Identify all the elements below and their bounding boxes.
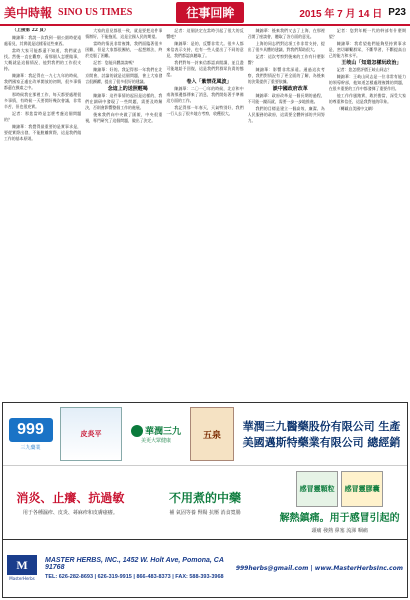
ad-footer (3, 539, 407, 596)
paragraph: 記者：您能具體談談嗎？ (93, 60, 136, 65)
article-column-2 (85, 28, 162, 400)
paragraph: 記者：您怎麼評價王岐山同志？ (336, 67, 392, 72)
product-box: 感冒靈膠囊 (341, 471, 383, 507)
article-body (4, 28, 406, 400)
email-website: 999herbs@gmail.com | www.MasterHerbsInc.com (235, 564, 403, 572)
paragraph: 陳錦華：政府改革是一個長期的過程，不可能一蹴而就，需要一步一步地推進。 (247, 93, 325, 104)
product-box-image-2 (190, 407, 234, 461)
article-column-1 (4, 28, 81, 400)
company-address: MASTER HERBS, INC., 1452 W. Holt Ave, Pomona, CA 91768 (45, 556, 224, 571)
paragraph: 陳錦華：影響非常深遠。通過這次考察，我們對情況有了更全面的了解，為後來的決策提供了重要依據。 (247, 67, 325, 84)
paragraph: 大家的意見都很一致，就是要把這件事情辦好，不能拖延，這是全國人民的期望。 (85, 28, 163, 39)
brand-999-logo: 999 (9, 418, 53, 442)
cr-brand-subtitle: 美更大眾健康 (140, 438, 171, 444)
cr-brand-name: 華潤三九 (144, 427, 181, 437)
paragraph: 陳錦華：是的，反響非常大。很多人都來信表示支持，也有一些人提出了不同的意見，我們都認真聽取了。 (166, 41, 244, 58)
paragraph: 當時的情況非常複雜，我們面臨著很多困難，但是大家都很團結，一起想辦法，終於克服了困難。 (85, 41, 163, 58)
promo-block-3 (272, 465, 407, 539)
source-note: （轉載自美國中文網） (336, 106, 376, 111)
paragraph: 陳錦華：王岐山同志是一位非常有能力的領導幹部，他知道怎樣處理複雜的問題，在很多重要的工作中都發揮了重要作用。 (328, 74, 406, 91)
ad-headline-line-2: 美國邁斯特藥業有限公司 總經銷 (242, 436, 401, 449)
article-column-5 (329, 28, 406, 400)
paragraph: 我們對每一封來信都認真閱讀，並且盡可能地給予回復，這是我們對群眾負責的態度。 (166, 60, 244, 77)
promo-title: 不用煮的中藥 (169, 491, 242, 505)
paragraph: 陳錦華：好的。我記得那一年我們在北京開會，討論的就是這個問題，會上大家發言很踴躍，提出了很多很好的建議。 (85, 67, 163, 84)
promo-description: 用于各種濕疹、皮炎、蕁麻疹和皮膚瘙癢。 (22, 510, 118, 516)
paragraph: 後來我們向中央做了匯報，中央很重視，專門研究了這個問題，做出了決定。 (85, 112, 163, 123)
paragraph: 記者：那您當時是怎麼考慮這個問題的？ (4, 111, 82, 122)
masterherbs-label: MasterHerbs (9, 576, 35, 581)
paragraph: 上海的同志們對這項工作非常支持，提出了很多具體的建議，對我們幫助很大。 (247, 41, 325, 52)
subheading: 談中國政府改革 (272, 86, 308, 92)
subheading: 卷入「紫禁花風波」 (186, 79, 232, 85)
promo-block-2 (138, 465, 273, 539)
product-box-label: 五泉 (202, 430, 221, 441)
masterherbs-brand (7, 555, 37, 581)
paragraph: 那時候我在那裡工作，每天都要處理很多事情，有時候一天要開好幾次會議，非常辛苦，但也很充實。 (4, 92, 82, 109)
paragraph: 陳錦華：我記得在一九七九年的時候，我們國家正處在改革開放的初期，很多事情都還在摸索之中。 (4, 73, 82, 90)
subheading: 念這上的送照輕喝 (107, 86, 148, 92)
promo-title: 解熱鎮痛。用于感冒引起的 (279, 513, 400, 524)
product-box-label: 皮炎平 (80, 430, 102, 438)
newspaper-name-cn: 美中時報 (4, 5, 53, 20)
masthead (0, 0, 410, 26)
ad-products (3, 465, 407, 539)
paragraph: 陳錦華：我覺得最重要的是實事求是，要從實際出發，不能脫離實際，這是我們做工作的基本原則。 (4, 124, 82, 141)
paragraph: 我們的目標是建立一個高效、廉潔、為人民服務的政府，這需要全體幹部的共同努力。 (247, 106, 325, 123)
subheading: 王岐山「知道怎樣玩政治」 (341, 60, 402, 66)
paragraph: 我記得那一年春天，天氣特別好，我們一行人去了很多地方考察，收穫很大。 (166, 105, 244, 116)
paragraph: 陳錦華：我說一次我到一個公園時從遠處看見，其實就是這樣看這些東西。 (4, 35, 82, 46)
cr-logo-icon (131, 425, 143, 437)
paragraph: 陳錦華：我希望他們能夠堅持實事求是，密切聯繫群眾，不斷學習，不斷提高自己的能力和水平。 (328, 41, 406, 58)
issue-date: 2015 年 7 月 14 日 (299, 8, 383, 20)
promo-description: 頭痛 發熱 鼻塞 流涕 咽痛 (311, 528, 368, 534)
product-box-image (60, 407, 122, 461)
promo-title: 消炎、止癢、抗過敏 (16, 491, 125, 505)
paragraph: 陳錦華：後來我們又去了上海，在那裡召開了座談會，聽取了各方面的意見。 (247, 28, 325, 39)
masterherbs-logo: M (7, 555, 37, 575)
paragraph: 記者：您對年輕一代的幹部有什麼期望？ (328, 28, 406, 39)
brand-999 (3, 403, 58, 465)
promo-block-1 (3, 465, 138, 539)
article-column-3 (166, 28, 243, 400)
phone-numbers: TEL: 626-282-8693 | 626-319-9915 | 866-483-8373 | FAX: 588-393-3968 (45, 573, 224, 580)
newspaper-name-en: SINO US TIMES (58, 6, 133, 18)
page-number: P23 (388, 6, 406, 18)
article-column-4 (248, 28, 325, 400)
product-box: 感冒靈顆粒 (296, 471, 338, 507)
brand-999-subtitle: 三九藥業 (20, 444, 41, 451)
paragraph: 當時大家可能都還不知道，我們就去找。然後一直在觀察，看那個人怎麼做事，大概就是這個情況，他對我們的工作很支持。 (4, 48, 82, 71)
continued-tag: （上接第 22 頁） (12, 28, 49, 33)
paragraph: 他工作作風踏實，敢於擔當，深受大家的尊重和信任，這是我對他的印象。 (328, 93, 406, 104)
paragraph: 陳錦華：二〇一〇年的時候，北京和中南海那邊都傳來了消息，我們開始著手準備這方面的工作。 (166, 86, 244, 103)
ad-headline (236, 403, 407, 465)
brand-cr (124, 403, 188, 465)
section-title: 往事回眸 (176, 2, 244, 23)
paragraph: 記者：這次考察對後來的工作有什麼影響？ (247, 54, 325, 65)
ad-header (3, 403, 407, 465)
advertisement (2, 402, 408, 598)
paragraph: 陳錦華：這件事情的起因是這樣的，我們在調研中發現了一些問題，需要及時解決，否則會影響整個工作的進展。 (85, 93, 163, 110)
cr-logo (131, 424, 181, 437)
ad-headline-line-1: 華潤三九醫藥股份有限公司 生產 (242, 420, 401, 433)
paragraph: 記者：這個決定在當時引起了很大的反響吧？ (166, 28, 244, 39)
contact-info (45, 557, 236, 580)
promo-description: 補 氣固等養 腎陽 抗壓 消食寬腸 (169, 510, 241, 516)
product-boxes (296, 471, 383, 507)
